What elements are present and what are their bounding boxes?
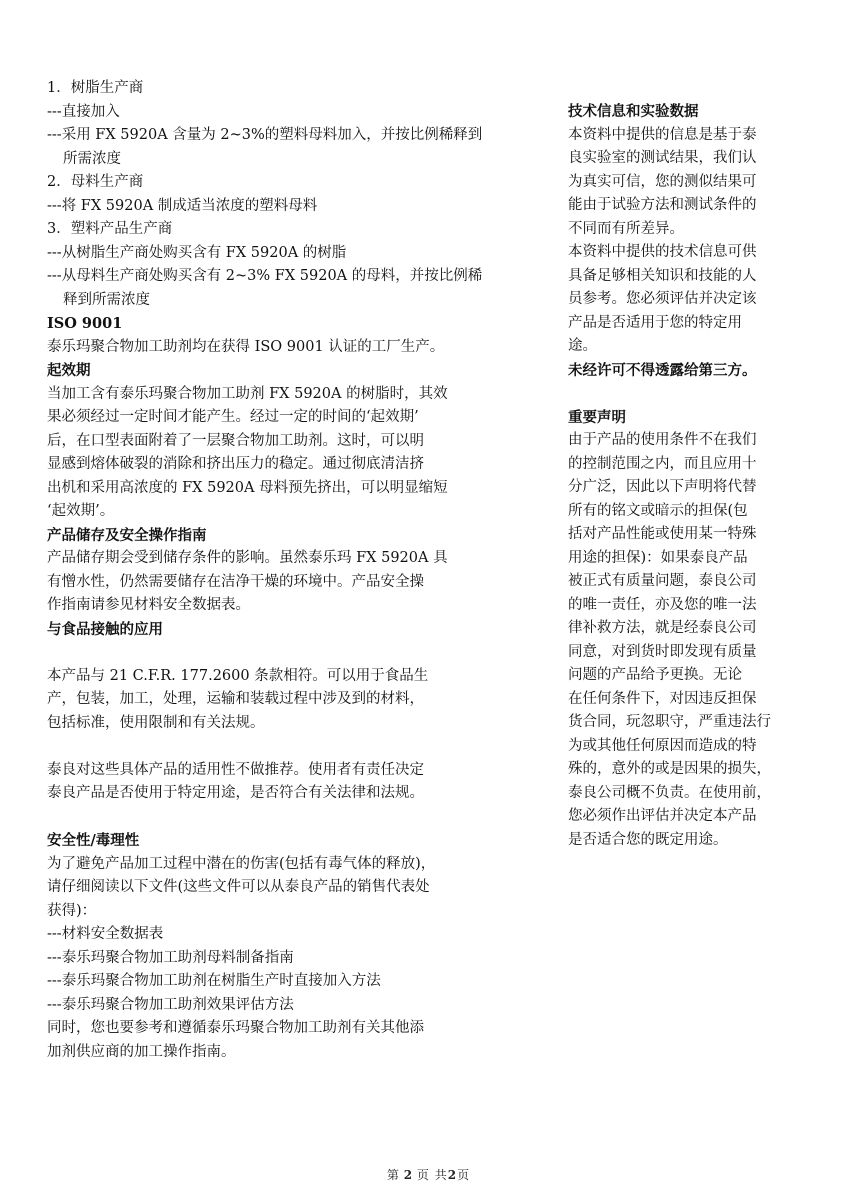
paragraph-line: 显感到熔体破裂的消除和挤出压力的稳定。通过彻底清洁挤 <box>47 456 424 472</box>
paragraph-line: 请仔细阅读以下文件(这些文件可以从泰良产品的销售代表处 <box>47 879 430 895</box>
paragraph-line: 问题的产品给予更换。无论 <box>568 667 742 683</box>
paragraph-line: 您必须作出评估并决定本产品 <box>568 808 757 824</box>
paragraph-line: 包括标准，使用限制和有关法规。 <box>47 714 265 731</box>
paragraph-line: 同时，您也要参考和遵循泰乐玛聚合物加工助剂有关其他添 <box>47 1020 424 1036</box>
paragraph-line: 是否适合您的既定用途。 <box>568 831 728 848</box>
paragraph-line: 所有的铭文或暗示的担保(包 <box>568 502 748 519</box>
list-subitem: ---将 FX 5920A 制成适当浓度的塑料母料 <box>47 197 318 214</box>
paragraph-line: 同意，对到货时即发现有质量 <box>568 643 757 660</box>
list-item-masterbatch-producer: 2．母料生产商 <box>47 174 144 190</box>
paragraph-line: 用途的担保)：如果泰良产品 <box>568 549 748 566</box>
paragraph-line: 被正式有质量问题，泰良公司 <box>568 573 757 589</box>
paragraph-line: 能由于试验方法和测试条件的 <box>568 197 757 213</box>
section-heading-safety-toxicity: 安全性/毒理性 <box>47 832 140 849</box>
list-subitem: ---从母料生产商处购买含有 2~3% FX 5920A 的母料，并按比例稀 <box>47 268 483 284</box>
paragraph-line: 当加工含有泰乐玛聚合物加工助剂 FX 5920A 的树脂时，其效 <box>47 385 448 402</box>
paragraph-line: 由于产品的使用条件不在我们 <box>568 432 757 448</box>
paragraph-line: 不同而有所差异。 <box>568 220 684 237</box>
paragraph-line: 具备足够相关知识和技能的人 <box>568 267 757 284</box>
paragraph-line: 殊的，意外的或是因果的损失， <box>568 761 771 777</box>
paragraph-line: 的控制范围之内，而且应用十 <box>568 455 757 472</box>
paragraph-line: 获得)： <box>47 902 97 919</box>
paragraph-line: 作指南请参见材料安全数据表。 <box>47 597 250 613</box>
paragraph-line: 本产品与 21 C.F.R. 177.2600 条款相符。可以用于食品生 <box>47 667 429 684</box>
footer-text: 页 <box>457 1168 470 1182</box>
footer-text: 共 <box>434 1168 447 1182</box>
left-column <box>47 77 512 1064</box>
paragraph-line: 为真实可信，您的测似结果可 <box>568 173 757 190</box>
footer-text: 页 <box>416 1168 429 1182</box>
paragraph-line: 出机和采用高浓度的 FX 5920A 母料预先挤出，可以明显缩短 <box>47 479 448 496</box>
paragraph-line: 泰良公司概不负责。在使用前， <box>568 784 771 801</box>
paragraph-line: 产品是否适用于您的特定用 <box>568 314 742 331</box>
paragraph-line: 果必须经过一定时间才能产生。经过一定的时间的‘起效期’ <box>47 409 419 425</box>
paragraph-line: 为或其他任何原因而造成的特 <box>568 737 757 754</box>
paragraph-line: 产，包装，加工，处理，运输和装载过程中涉及到的材料， <box>47 691 424 707</box>
paragraph-line: 律补救方法，就是经泰良公司 <box>568 620 757 636</box>
paragraph-line: 加剂供应商的加工操作指南。 <box>47 1043 236 1060</box>
spacer <box>568 382 788 406</box>
list-subitem: ---直接加入 <box>47 103 120 120</box>
spacer <box>47 806 512 830</box>
paragraph-line: 本资料中提供的信息是基于泰 <box>568 126 757 143</box>
paragraph-line: 泰良对这些具体产品的适用性不做推荐。使用者有责任决定 <box>47 761 424 778</box>
page-number: 2 <box>403 1168 413 1182</box>
list-subitem: ---采用 FX 5920A 含量为 2~3%的塑料母料加入，并按比例稀释到 <box>47 127 483 143</box>
section-heading-onset-period: 起效期 <box>47 362 91 379</box>
paragraph-line: 有憎水性，仍然需要储存在洁净干燥的环境中。产品安全操 <box>47 573 424 590</box>
paragraph-line: 泰乐玛聚合物加工助剂均在获得 ISO 9001 认证的工厂生产。 <box>47 338 445 355</box>
list-subitem-continuation: 释到所需浓度 <box>63 291 150 308</box>
list-subitem-continuation: 所需浓度 <box>63 150 121 167</box>
paragraph-line: 途。 <box>568 338 597 354</box>
page-total: 2 <box>447 1168 457 1182</box>
paragraph-line: 泰良产品是否使用于特定用途，是否符合有关法律和法规。 <box>47 785 424 801</box>
paragraph-line: 货合同，玩忽职守，严重违法行 <box>568 714 771 730</box>
paragraph-line: 后，在口型表面附着了一层聚合物加工助剂。这时，可以明 <box>47 432 424 449</box>
section-heading-iso: ISO 9001 <box>47 315 123 332</box>
right-column <box>568 100 788 852</box>
section-heading-food-contact: 与食品接触的应用 <box>47 620 163 638</box>
spacer <box>47 641 512 665</box>
paragraph-line: 括对产品性能或使用某一特殊 <box>568 526 757 542</box>
confidentiality-notice: 未经许可不得透露给第三方。 <box>568 361 757 379</box>
list-subitem: ---泰乐玛聚合物加工助剂效果评估方法 <box>47 996 294 1013</box>
list-subitem: ---材料安全数据表 <box>47 926 164 942</box>
page-footer <box>0 1166 856 1183</box>
section-heading-storage: 产品储存及安全操作指南 <box>47 526 207 544</box>
list-item-resin-producer: 1．树脂生产商 <box>47 80 144 96</box>
list-item-plastic-product-producer: 3．塑料产品生产商 <box>47 221 173 237</box>
section-heading-technical-info: 技术信息和实验数据 <box>568 103 699 120</box>
list-subitem: ---从树脂生产商处购买含有 FX 5920A 的树脂 <box>47 244 347 261</box>
paragraph-line: 分广泛，因此以下声明将代替 <box>568 479 757 495</box>
paragraph-line: 在任何条件下，对因违反担保 <box>568 690 757 707</box>
paragraph-line: 良实验室的测试结果，我们认 <box>568 150 757 166</box>
section-heading-important-notice: 重要声明 <box>568 408 626 426</box>
list-subitem: ---泰乐玛聚合物加工助剂母料制备指南 <box>47 949 294 966</box>
spacer <box>47 735 512 759</box>
paragraph-line: 本资料中提供的技术信息可供 <box>568 244 757 260</box>
paragraph-line: 为了避免产品加工过程中潜在的伤害(包括有毒气体的释放)， <box>47 855 436 872</box>
footer-text: 第 <box>386 1168 399 1182</box>
paragraph-line: 员参考。您必须评估并决定该 <box>568 291 757 307</box>
paragraph-line: ‘起效期’。 <box>47 503 115 519</box>
list-subitem: ---泰乐玛聚合物加工助剂在树脂生产时直接加入方法 <box>47 973 381 989</box>
paragraph-line: 产品储存期会受到储存条件的影响。虽然泰乐玛 FX 5920A 具 <box>47 550 448 566</box>
paragraph-line: 的唯一责任，亦及您的唯一法 <box>568 596 757 613</box>
